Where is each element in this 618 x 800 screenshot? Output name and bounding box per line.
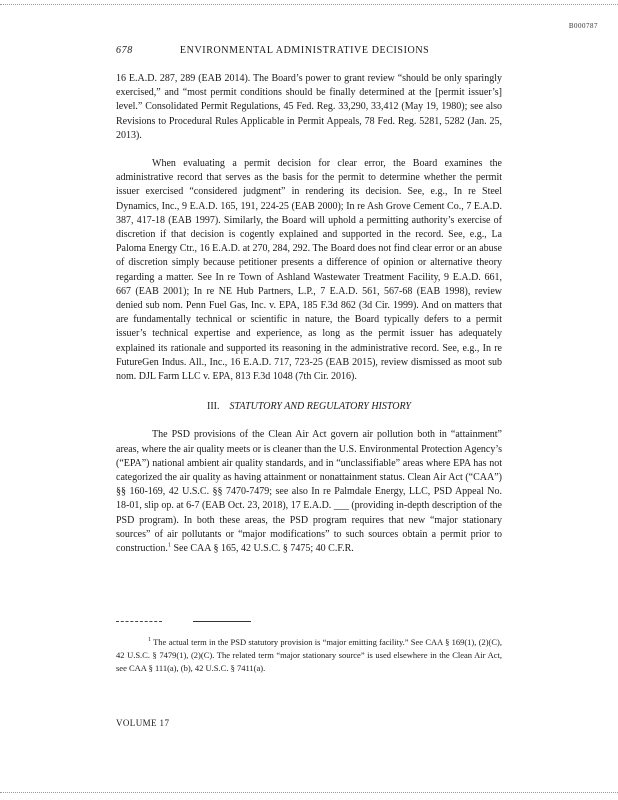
paragraph-1: 16 E.A.D. 287, 289 (EAB 2014). The Board’s power to grant review “should be only sparingly exercised,” and “most permit conditions should be finally determined at the [permit issuer’s] level.” Consolidated Permit Regulations, 45 Fed. Reg. 33,290, 33,412 (May 19, 1980); see also Revisions to Procedural Rules Applicable in Permit Appeals, 78 Fed. Reg. 5281, 5282 (Jan. 25, 2013).	[116, 73, 502, 141]
section-heading	[116, 400, 502, 414]
paragraph-2: When evaluating a permit decision for clear error, the Board examines the administrative record that serves as the basis for the permit to determine whether the permit issuer exercised “considered judgment” in rendering its decision. See, e.g., In re Steel Dynamics, Inc., 9 E.A.D. 165, 191, 224-25 (EAB 2000); In re Ash Grove Cement Co., 7 E.A.D. 387, 417-18 (EAB 1997). Similarly, the Board will uphold a permitting authority’s exercise of discretion if that decision is cogently explained and supported in the record. See, e.g., La Paloma Energy Ctr., 16 E.A.D. at 270, 284, 292. The Board does not find clear error or an abuse of discretion simply because petitioner presents a difference of opinion or alternative theory regarding a matter. See In re Town of Ashland Wastewater Treatment Facility, 9 E.A.D. 661, 667 (EAB 2001); In re NE Hub Partners, L.P., 7 E.A.D. 561, 567-68 (EAB 1998), review denied sub nom. Penn Fuel Gas, Inc. v. EPA, 185 F.3d 862 (3d Cir. 1999). And on matters that are fundamentally technical or scientific in nature, the Board typically defers to a permit issuer’s technical expertise and experience, as long as the permit issuer has adequately explained its rationale and supported its reasoning in the administrative record. See, e.g., In re FutureGen Indus. All., Inc., 16 E.A.D. 717, 723-25 (EAB 2015), review dismissed as moot sub nom. DJL Farm LLC v. EPA, 813 F.3d 1048 (7th Cir. 2016).	[116, 158, 502, 383]
running-header	[116, 45, 506, 56]
bates-number: B000787	[568, 22, 598, 30]
body-text	[116, 72, 502, 556]
page-number: 678	[116, 45, 133, 56]
paragraph-3-text: The PSD provisions of the Clean Air Act govern air pollution both in “attainment” areas, where the air quality meets or is cleaner than the U.S. Environmental Protection Agency’s (“EPA”) national ambient air quality standards, and in “unclassifiable” areas where EPA has not categorized the air quality as having attainment or nonattainment status. Clean Air Act (“CAA”) §§ 160-169, 42 U.S.C. §§ 7470-7479; see also In re Palmdale Energy, LLC, PSD Appeal No. 18-01, slip op. at 6-7 (EAB Oct. 23, 2018), 17 E.A.D. ___ (providing in-depth description of the PSD program). In both these areas, the PSD program requires that new “major stationary sources” of air pollutants or “major modifications” to such sources obtain a permit prior to construction.	[116, 429, 502, 555]
volume-footer: VOLUME 17	[116, 718, 170, 728]
header-title: ENVIRONMENTAL ADMINISTRATIVE DECISIONS	[179, 45, 430, 56]
footnote-dashed-divider	[116, 621, 162, 622]
footnote-reference: 1	[167, 542, 171, 549]
bottom-page-edge	[0, 792, 618, 793]
footnote-number: 1	[148, 637, 151, 644]
section-number: III.	[207, 401, 220, 413]
paragraph-3	[116, 428, 502, 556]
footnote-divider	[193, 621, 251, 622]
section-title: STATUTORY AND REGULATORY HISTORY	[229, 401, 411, 413]
footnote-text: The actual term in the PSD statutory provision is “major emitting facility.” See CAA § 169(1), (2)(C), 42 U.S.C. § 7479(1), (2)(C). The related term “major stationary source” is used elsewhere in the Clean Air Act, see CAA § 111(a), (b), 42 U.S.C. § 7411(a).	[116, 637, 502, 673]
footnote	[116, 636, 502, 675]
top-page-edge	[0, 4, 618, 5]
paragraph-3-tail: See CAA § 165, 42 U.S.C. § 7475; 40 C.F.R.	[170, 543, 354, 555]
